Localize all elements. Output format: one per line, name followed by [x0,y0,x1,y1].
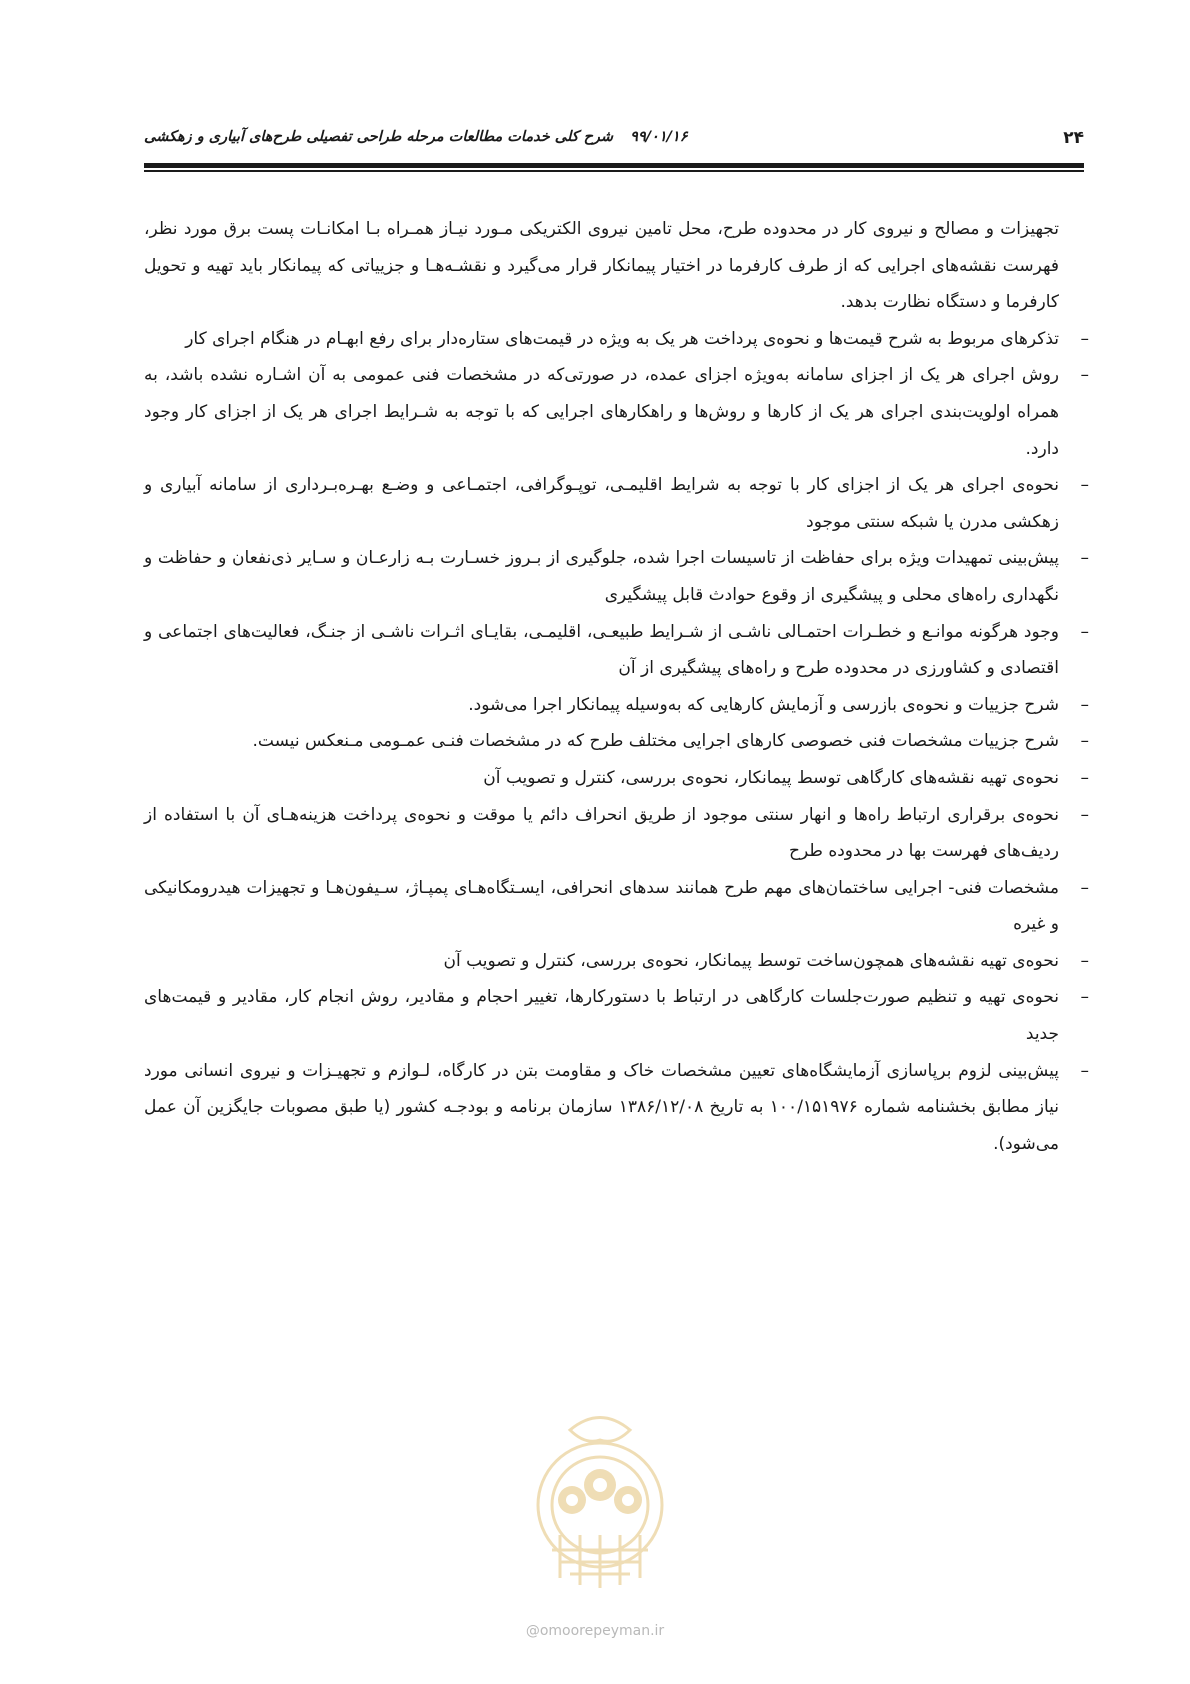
dash-bullet-icon: – [1080,731,1089,752]
dash-bullet-icon: – [1080,877,1089,898]
bullet-list [144,321,1089,1163]
list-item [144,687,1089,724]
dash-bullet-icon: – [1080,950,1089,971]
list-item [144,1053,1089,1163]
dash-bullet-icon: – [1080,804,1089,825]
header-rule-thin [144,170,1084,172]
list-item-text: نحوه‌ی تهیه نقشه‌های همچون‌ساخت توسط پیمانکار، نحوه‌ی بررسی، کنترل و تصویب آن [443,950,1059,971]
page-header [144,128,1084,150]
omoore-peyman-seal-icon [500,1400,700,1600]
list-item-text: شرح جزییات مشخصات فنی خصوصی کارهای اجرایی مختلف طرح که در مشخصات فنـی عمـومی مـنعکس نیست. [252,731,1059,752]
list-item-text: پیش‌بینی لزوم برپاسازی آزمایشگاه‌های تعیین مشخصات خاک و مقاومت بتن در کارگاه، لـوازم و تجهیـزات و نیروی انسانی مورد نیاز مطابق بخشنامه شماره ۱۰۰/۱۵۱۹۷۶ به تاریخ ۱۳۸۶/۱۲/۰۸ سازمان برنامه و بودجـه کشور (یا طبق مصوبات جایگزین آن عمل می‌شود). [144,1060,1059,1154]
dash-bullet-icon: – [1080,767,1089,788]
header-rule-thick [144,163,1084,168]
list-item [144,943,1089,980]
list-item [144,760,1089,797]
dash-bullet-icon: – [1080,621,1089,642]
list-item [144,979,1089,1052]
list-item-text: نحوه‌ی تهیه و تنظیم صورت‌جلسات کارگاهی در ارتباط با دستورکارها، تغییر احجام و مقادیر، روش انجام کار، مقادیر و قیمت‌های جدید [144,987,1059,1045]
running-title [144,129,687,145]
list-item-text: مشخصات فنی- اجرایی ساختمان‌های مهم طرح همانند سدهای انحرافی، ایسـتگاه‌هـای پمپـاژ، سـیفون‌هـا و تجهیزات هیدرومکانیکی و غیره [144,877,1059,935]
footer-url: @omoorepeyman.ir [525,1623,665,1639]
list-item-text: روش اجرای هر یک از اجزای سامانه به‌ویژه اجزای عمده، در صورتی‌که در مشخصات فنی عمومی به آن اشـاره نشده باشد، به همراه اولویت‌بندی اجرای هر یک از کارها و روش‌ها و راهکارهای اجرایی که با توجه به شـرایط اجرای هر یک از اجزای کار وجود دارد. [144,365,1059,459]
list-item-text: نحوه‌ی برقراری ارتباط راه‌ها و انهار سنتی موجود از طریق انحراف دائم یا موقت و نحوه‌ی پرداخت هزینه‌هـای آن با استفاده از ردیف‌های فهرست بها در محدوده طرح [144,804,1059,862]
list-item-text: وجود هرگونه موانـع و خطـرات احتمـالی ناشـی از شـرایط طبیعـی، اقلیمـی، بقایـای اثـرات ناشـی از جنـگ، فعالیت‌های اجتماعی و اقتصادی و کشاورزی در محدوده طرح و راه‌های پیشگیری از آن [144,621,1059,679]
list-item-text: پیش‌بینی تمهیدات ویژه برای حفاظت از تاسیسات اجرا شده، جلوگیری از بـروز خسـارت بـه زارعـان و سـایر ذی‌نفعان و حفاظت و نگهداری راه‌های محلی و پیشگیری از وقوع حوادث قابل پیشگیری [144,548,1059,605]
list-item [144,723,1089,760]
dash-bullet-icon: – [1080,987,1089,1008]
list-item [144,870,1089,943]
list-item [144,540,1089,613]
list-item-text: نحوه‌ی اجرای هر یک از اجزای کار با توجه به شرایط اقلیمـی، توپـوگرافی، اجتمـاعی و وضـع بهـره‌بـرداری از سامانه آبیاری و زهکشی مدرن یا شبکه سنتی موجود [144,475,1059,532]
header-date: ۹۹/۰۱/۱۶ [630,129,688,145]
header-title-text: شرح کلی خدمات مطالعات مرحله طراحی تفصیلی طرح‌های آبیاری و زهکشی [144,129,614,145]
intro-paragraph: تجهیزات و مصالح و نیروی کار در محدوده طرح، محل تامین نیروی الکتریکی مـورد نیـاز همـراه بـا امکانـات پست برق مورد نظر، فهرست نقشه‌های اجرایی که از طرف کارفرما در اختیار پیمانکار قرار می‌گیرد و نقشـه‌هـا و جزییاتی که پیمانکار باید تهیه و تحویل کارفرما و دستگاه نظارت بدهد. [144,219,1059,313]
dash-bullet-icon: – [1080,475,1089,496]
list-item-text: نحوه‌ی تهیه نقشه‌های کارگاهی توسط پیمانکار، نحوه‌ی بررسی، کنترل و تصویب آن [483,767,1059,788]
list-item [144,467,1089,540]
dash-bullet-icon: – [1080,694,1089,715]
dash-bullet-icon: – [1080,548,1089,569]
list-item [144,321,1089,358]
dash-bullet-icon: – [1080,1060,1089,1081]
dash-bullet-icon: – [1080,365,1089,386]
dash-bullet-icon: – [1080,328,1089,349]
list-item-text: تذکرهای مربوط به شرح قیمت‌ها و نحوه‌ی پرداخت هر یک به ویژه در قیمت‌های ستاره‌دار برای رفع ابهـام در هنگام اجرای کار [185,328,1059,349]
list-item-text: شرح جزییات و نحوه‌ی بازرسی و آزمایش کارهایی که به‌وسیله پیمانکار اجرا می‌شود. [468,694,1059,715]
page-number: ۲۴ [1063,128,1084,148]
list-item [144,357,1089,467]
list-item [144,614,1089,687]
document-body [144,211,1089,1162]
list-item [144,797,1089,870]
